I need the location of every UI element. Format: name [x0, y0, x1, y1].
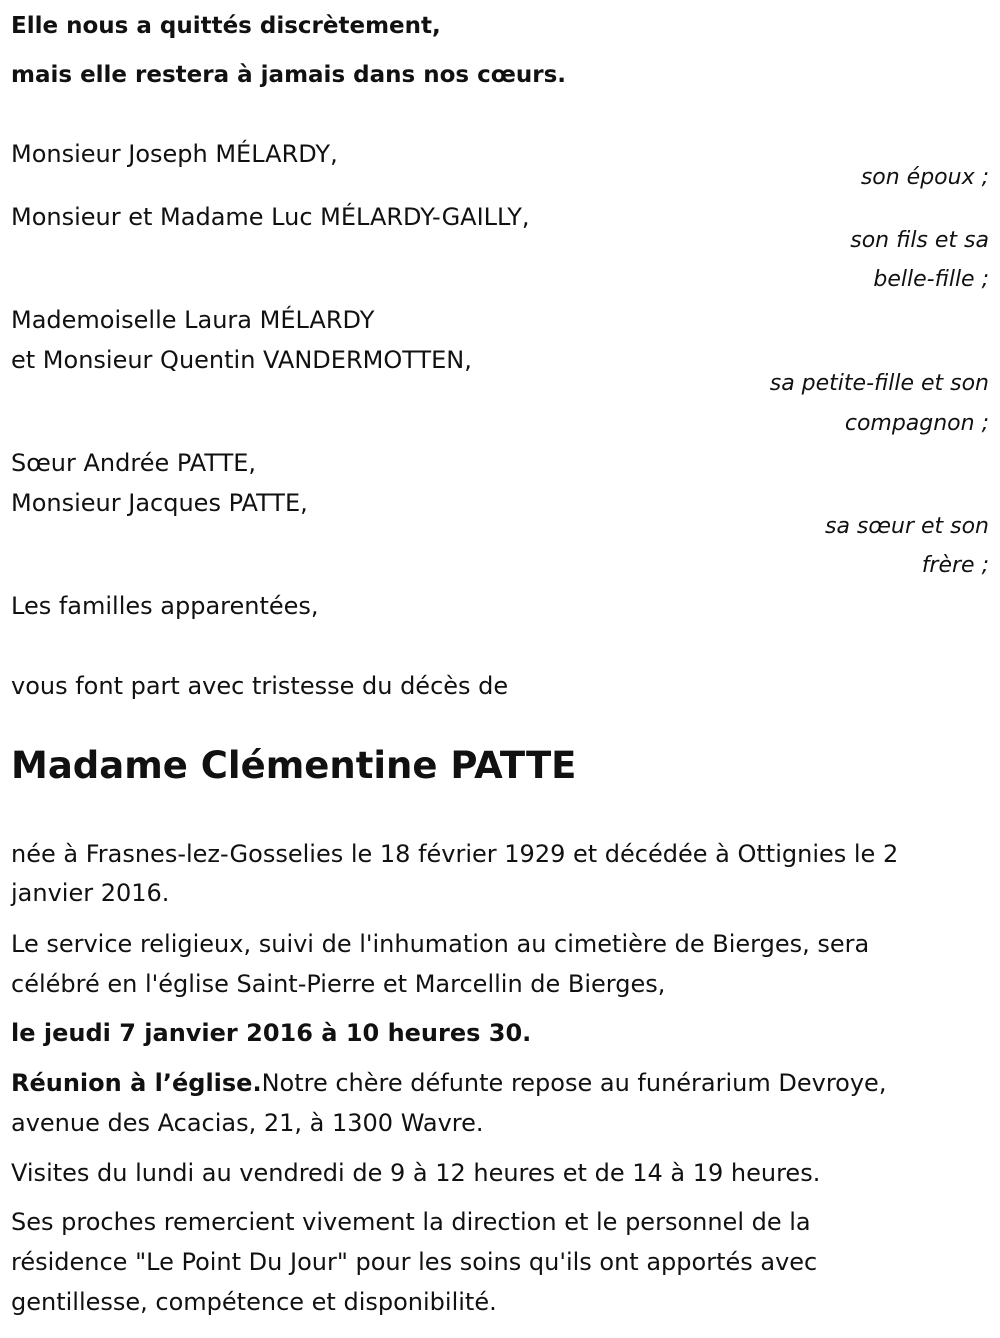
funeral-home-line-2: avenue des Acacias, 21, à 1300 Wavre. — [11, 1109, 484, 1137]
family-role-siblings-line-1: sa sœur et son — [824, 514, 989, 539]
family-role-son-line-2: belle-fille ; — [873, 267, 989, 292]
family-role-son-line-1: son fils et sa — [850, 228, 989, 253]
birth-death-line-2: janvier 2016. — [11, 879, 170, 907]
family-name-granddaughter: Mademoiselle Laura MÉLARDY — [11, 306, 375, 334]
family-role-spouse: son époux ; — [860, 165, 989, 190]
thanks-line-2: résidence "Le Point Du Jour" pour les soins qu'ils ont apportés avec — [11, 1248, 818, 1276]
funeral-home-line-1 — [11, 1063, 886, 1103]
family-name-sister: Sœur Andrée PATTE, — [11, 449, 257, 477]
intro-line-1: Elle nous a quittés discrètement, — [11, 13, 441, 39]
intro-line-2: mais elle restera à jamais dans nos cœurs. — [11, 62, 567, 88]
family-role-siblings-line-2: frère ; — [921, 553, 989, 578]
service-line-1: Le service religieux, suivi de l'inhumation au cimetière de Bierges, sera — [11, 930, 870, 958]
service-line-2: célébré en l'église Saint-Pierre et Marcellin de Bierges, — [11, 970, 666, 998]
family-name-companion: et Monsieur Quentin VANDERMOTTEN, — [11, 346, 472, 374]
family-role-granddaughter-line-1: sa petite-fille et son — [769, 371, 989, 396]
family-name-spouse: Monsieur Joseph MÉLARDY, — [11, 140, 338, 168]
family-name-brother: Monsieur Jacques PATTE, — [11, 489, 308, 517]
family-name-related: Les familles apparentées, — [11, 592, 319, 620]
family-role-granddaughter-line-2: compagnon ; — [844, 411, 989, 436]
visits: Visites du lundi au vendredi de 9 à 12 heures et de 14 à 19 heures. — [11, 1159, 821, 1187]
thanks-line-3: gentillesse, compétence et disponibilité. — [11, 1288, 497, 1316]
meeting-label: Réunion à l’église. — [11, 1069, 262, 1097]
thanks-line-1: Ses proches remercient vivement la direction et le personnel de la — [11, 1208, 811, 1236]
deceased-name: Madame Clémentine PATTE — [11, 744, 577, 787]
family-name-son: Monsieur et Madame Luc MÉLARDY-GAILLY, — [11, 203, 530, 231]
announcement: vous font part avec tristesse du décès de — [11, 672, 509, 700]
funeral-home-text: Notre chère défunte repose au funérarium Devroye, — [261, 1069, 887, 1097]
birth-death-line-1: née à Frasnes-lez-Gosselies le 18 février 1929 et décédée à Ottignies le 2 — [11, 840, 899, 868]
service-date: le jeudi 7 janvier 2016 à 10 heures 30. — [11, 1019, 532, 1047]
